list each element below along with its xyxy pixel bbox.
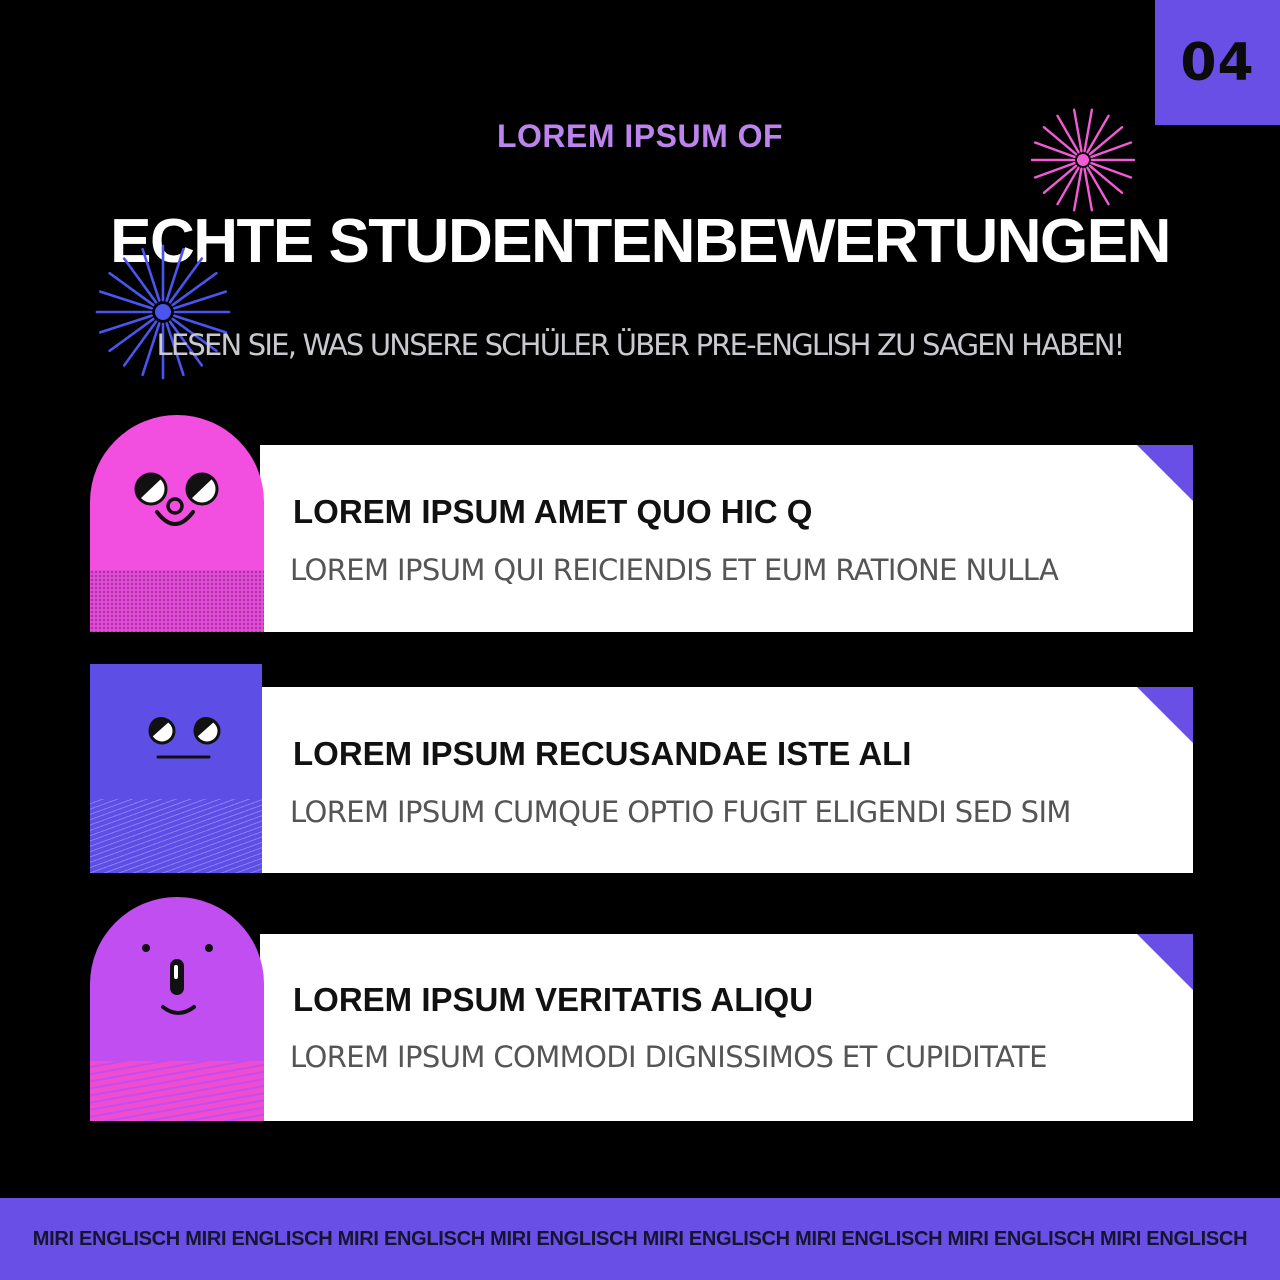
avatar-pattern [90,799,262,873]
starburst-pink-icon [1030,107,1136,213]
neutral-face-icon [90,664,262,794]
surprised-face-icon [90,897,264,1037]
corner-triangle-icon [1137,934,1193,990]
review-title: LOREM IPSUM VERITATIS ALIQU [293,981,814,1018]
avatar [90,664,262,873]
footer-band [0,1198,1280,1280]
review-title: LOREM IPSUM AMET QUO HIC Q [293,493,813,530]
avatar-pattern [90,1061,264,1121]
page-subtitle: LESEN SIE, WAS UNSERE SCHÜLER ÜBER PRE-ENGLISH ZU SAGEN HABEN! [156,328,1124,362]
review-title: LOREM IPSUM RECUSANDAE ISTE ALI [293,735,912,772]
avatar [90,897,264,1121]
starburst-ray [174,292,225,309]
review-card [90,897,1193,1121]
starburst-ray [1091,163,1130,177]
review-card [90,664,1193,873]
corner-triangle-icon [1137,445,1193,501]
eyebrow-heading: LOREM IPSUM OF [496,118,784,154]
avatar-pattern [90,570,264,632]
starburst-ray [167,249,184,300]
review-panel [260,934,1193,1121]
footer-marquee-text: MIRI ENGLISCH MIRI ENGLISCH MIRI ENGLISCH MIRI ENGLISCH MIRI ENGLISCH MIRI ENGLISCH MIRI ENGLISCH MIRI ENGLISCH [32,1228,1248,1250]
starburst-ray [1091,143,1130,157]
review-text: LOREM IPSUM COMMODI DIGNISSIMOS ET CUPIDITATE [290,1040,1047,1074]
review-panel [260,445,1193,632]
page-number: 04 [1155,0,1280,125]
review-text: LOREM IPSUM QUI REICIENDIS ET EUM RATIONE NULLA [290,553,1059,587]
starburst-ray [1035,163,1074,177]
avatar [90,415,264,632]
review-text: LOREM IPSUM CUMQUE OPTIO FUGIT ELIGENDI SED SIM [290,795,1071,829]
corner-triangle-icon [1137,687,1193,743]
review-panel [260,687,1193,873]
happy-face-icon [90,415,264,575]
starburst-ray [100,292,151,309]
starburst-ray [1035,143,1074,157]
review-card [90,415,1193,632]
page-title: ECHTE STUDENTENBEWERTUNGEN [110,207,1170,276]
starburst-ray [143,249,160,300]
